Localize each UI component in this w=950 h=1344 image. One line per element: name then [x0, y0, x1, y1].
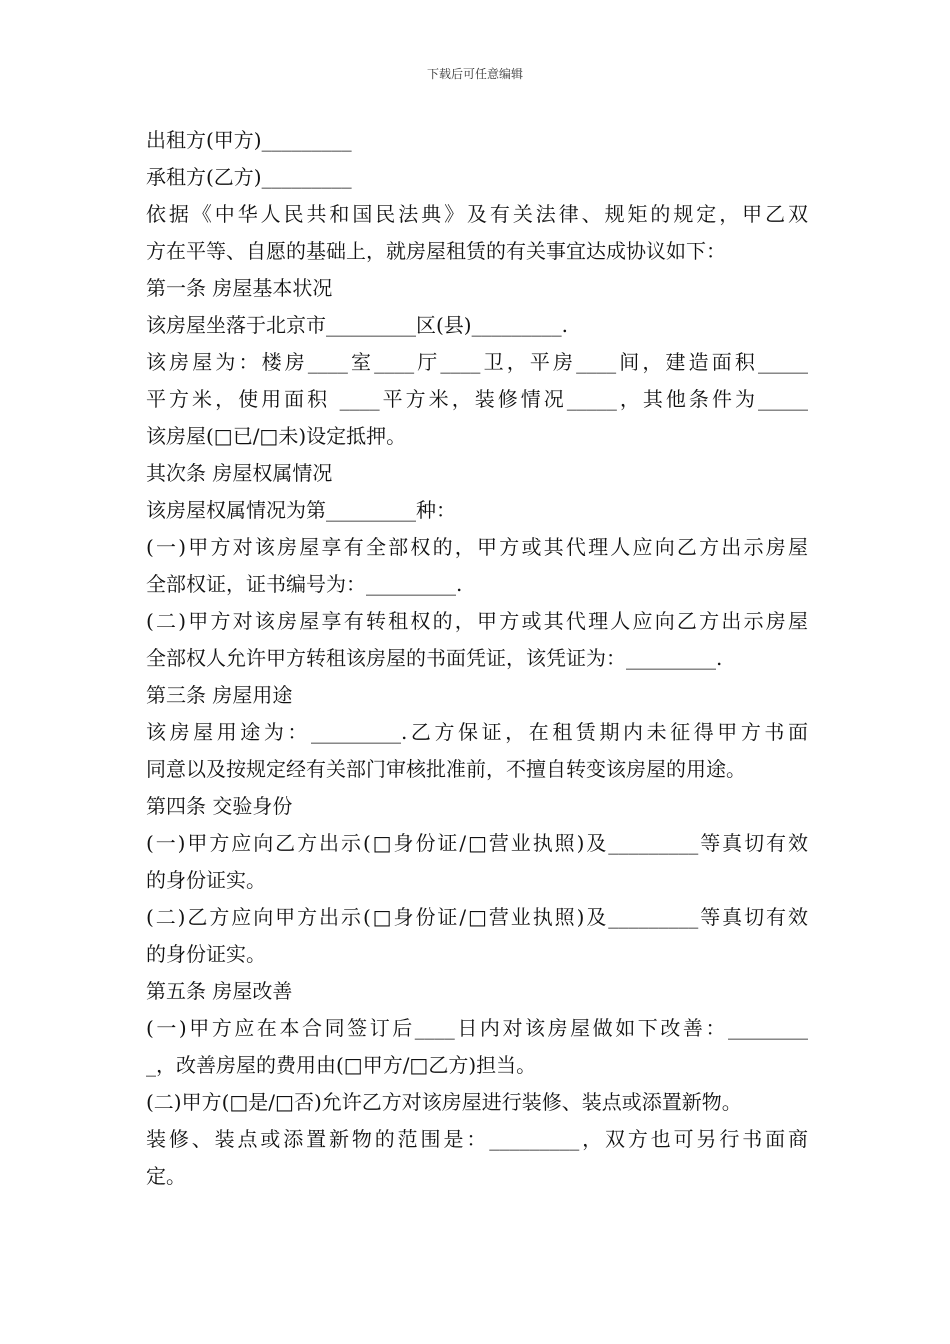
- paragraph-line: (一)甲方对该房屋享有全部权的，甲方或其代理人应向乙方出示房屋: [146, 535, 808, 559]
- page-header: 下载后可任意编辑: [426, 67, 523, 81]
- paragraph-line: (二)乙方应向甲方出示(□身份证/□营业执照)及_________等真切有效: [146, 905, 808, 929]
- lessee-line: 承租方(乙方)_________: [146, 165, 352, 189]
- contract-body: [146, 122, 808, 1195]
- paragraph-line: 该房屋权属情况为第_________种：: [146, 498, 456, 522]
- paragraph-line: 全部权证，证书编号为：_________.: [146, 572, 463, 596]
- paragraph-line: (二)甲方(□是/□否)允许乙方对该房屋进行装修、装点或添置新物。: [146, 1090, 742, 1114]
- paragraph-line: 的身份证实。: [146, 942, 266, 966]
- paragraph-line: 同意以及按规定经有关部门审核批准前，不擅自转变该房屋的用途。: [146, 757, 746, 781]
- paragraph-line: 该房屋坐落于北京市_________区(县)_________.: [146, 313, 568, 337]
- lessor-line: 出租方(甲方)_________: [146, 128, 352, 152]
- article-heading: 其次条 房屋权属情况: [146, 461, 333, 485]
- article-heading: 第五条 房屋改善: [146, 979, 293, 1003]
- paragraph-line: 该房屋(□已/□未)设定抵押。: [146, 424, 407, 448]
- article-heading: 第四条 交验身份: [146, 794, 293, 818]
- paragraph-line: 该房屋用途为：_________.乙方保证，在租赁期内未征得甲方书面: [146, 720, 808, 744]
- intro-line: 方在平等、自愿的基础上，就房屋租赁的有关事宜达成协议如下：: [146, 239, 726, 263]
- paragraph-line: (二)甲方对该房屋享有转租权的，甲方或其代理人应向乙方出示房屋: [146, 609, 808, 633]
- article-heading: 第三条 房屋用途: [146, 683, 293, 707]
- paragraph-line: 的身份证实。: [146, 868, 266, 892]
- paragraph-line: 平方米，使用面积 ____平方米，装修情况_____，其他条件为_____: [146, 387, 808, 411]
- paragraph-line: (一)甲方应在本合同签订后____日内对该房屋做如下改善：________: [146, 1016, 808, 1040]
- paragraph-line: _，改善房屋的费用由(□甲方/□乙方)担当。: [146, 1053, 537, 1077]
- paragraph-line: 定。: [146, 1164, 186, 1188]
- paragraph-line: 全部权人允许甲方转租该房屋的书面凭证，该凭证为：_________.: [146, 646, 723, 670]
- paragraph-line: 装修、装点或添置新物的范围是：_________，双方也可另行书面商: [146, 1127, 808, 1151]
- paragraph-line: 该房屋为：楼房____室____厅____卫，平房____间，建造面积_____: [146, 350, 808, 374]
- intro-line: 依据《中华人民共和国民法典》及有关法律、规矩的规定，甲乙双: [146, 202, 808, 226]
- paragraph-line: (一)甲方应向乙方出示(□身份证/□营业执照)及_________等真切有效: [146, 831, 808, 855]
- article-heading: 第一条 房屋基本状况: [146, 276, 333, 300]
